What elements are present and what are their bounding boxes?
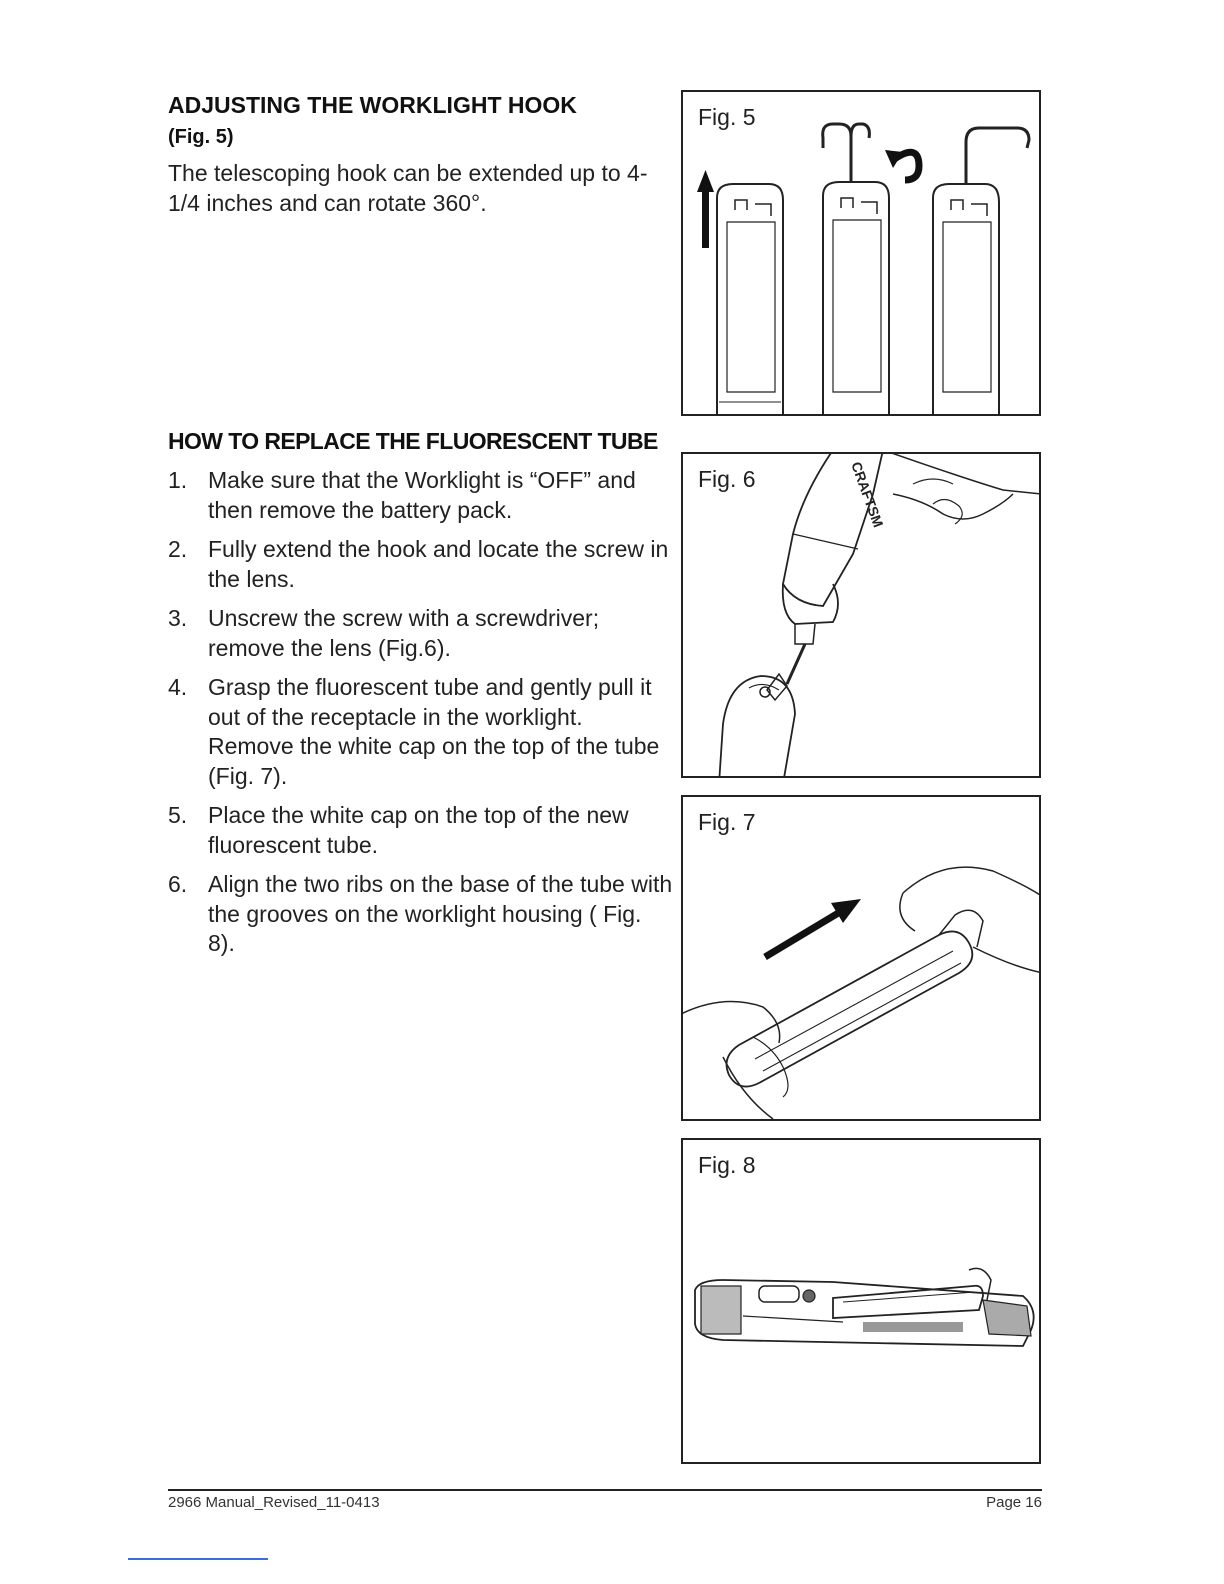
section-hook-body: The telescoping hook can be extended up to 4-1/4 inches and can rotate 360°.	[168, 160, 648, 216]
step-number: 6.	[168, 871, 188, 897]
worklight-hook-illustration	[683, 92, 1039, 414]
step-item	[168, 801, 673, 860]
step-item	[168, 870, 673, 959]
up-arrow-icon	[697, 170, 714, 248]
step-number: 4.	[168, 674, 188, 700]
drill-brand-text: CRAFTSM	[848, 459, 887, 530]
direction-arrow-icon	[765, 899, 861, 957]
align-tube-illustration	[683, 1140, 1039, 1462]
step-number: 2.	[168, 536, 188, 562]
step-text: Make sure that the Worklight is “OFF” and then remove the battery pack.	[208, 467, 636, 523]
left-hand-icon	[683, 1002, 788, 1119]
footer-page-number: Page 16	[986, 1494, 1042, 1511]
step-item	[168, 535, 673, 594]
hook-icon	[823, 124, 851, 182]
worklight-body-1	[717, 184, 783, 414]
step-text: Grasp the fluorescent tube and gently pull it out of the receptacle in the worklight. Remove the white cap on the top of the tube (Fig. 7).	[208, 674, 660, 789]
step-text: Place the white cap on the top of the new fluorescent tube.	[208, 802, 629, 858]
section-tube-title: HOW TO REPLACE THE FLUORESCENT TUBE	[168, 428, 658, 454]
step-item	[168, 466, 673, 525]
step-number: 5.	[168, 802, 188, 828]
step-text: Unscrew the screw with a screwdriver; remove the lens (Fig.6).	[208, 605, 600, 661]
footer-rule	[168, 1489, 1042, 1491]
figure-8-label: Fig. 8	[695, 1152, 759, 1179]
figure-8	[681, 1138, 1041, 1464]
hook-rotated-icon	[966, 128, 1029, 184]
figure-7	[681, 795, 1041, 1121]
section-hook-fig-ref: (Fig. 5)	[168, 126, 234, 148]
hand-icon	[883, 454, 1039, 524]
section-hook-title: ADJUSTING THE WORKLIGHT HOOK	[168, 92, 577, 118]
drill-lens-illustration	[683, 454, 1039, 776]
worklight-body-2	[823, 124, 889, 414]
step-item	[168, 604, 673, 663]
figure-5	[681, 90, 1041, 416]
right-hand-icon	[900, 867, 1039, 973]
figure-6	[681, 452, 1041, 778]
footer-document-id: 2966 Manual_Revised_11-0413	[168, 1494, 380, 1511]
tube-steps-list	[168, 466, 673, 969]
drill-icon	[767, 454, 887, 700]
figure-6-label: Fig. 6	[695, 466, 759, 493]
figure-7-label: Fig. 7	[695, 809, 759, 836]
step-number: 3.	[168, 605, 188, 631]
step-text: Fully extend the hook and locate the screw in the lens.	[208, 536, 669, 592]
figure-5-label: Fig. 5	[695, 104, 759, 131]
worklight-body-3	[933, 128, 1029, 414]
bottom-link-underline[interactable]	[128, 1558, 268, 1560]
rotate-arrow-icon	[885, 150, 919, 180]
step-item	[168, 673, 673, 791]
step-text: Align the two ribs on the base of the tube with the grooves on the worklight housing ( Fig. 8).	[208, 871, 673, 956]
fluorescent-tube-icon	[727, 910, 983, 1086]
remove-tube-illustration	[683, 797, 1039, 1119]
section-hook-heading	[168, 90, 648, 152]
step-number: 1.	[168, 467, 188, 493]
fluorescent-tube-icon	[833, 1268, 991, 1318]
